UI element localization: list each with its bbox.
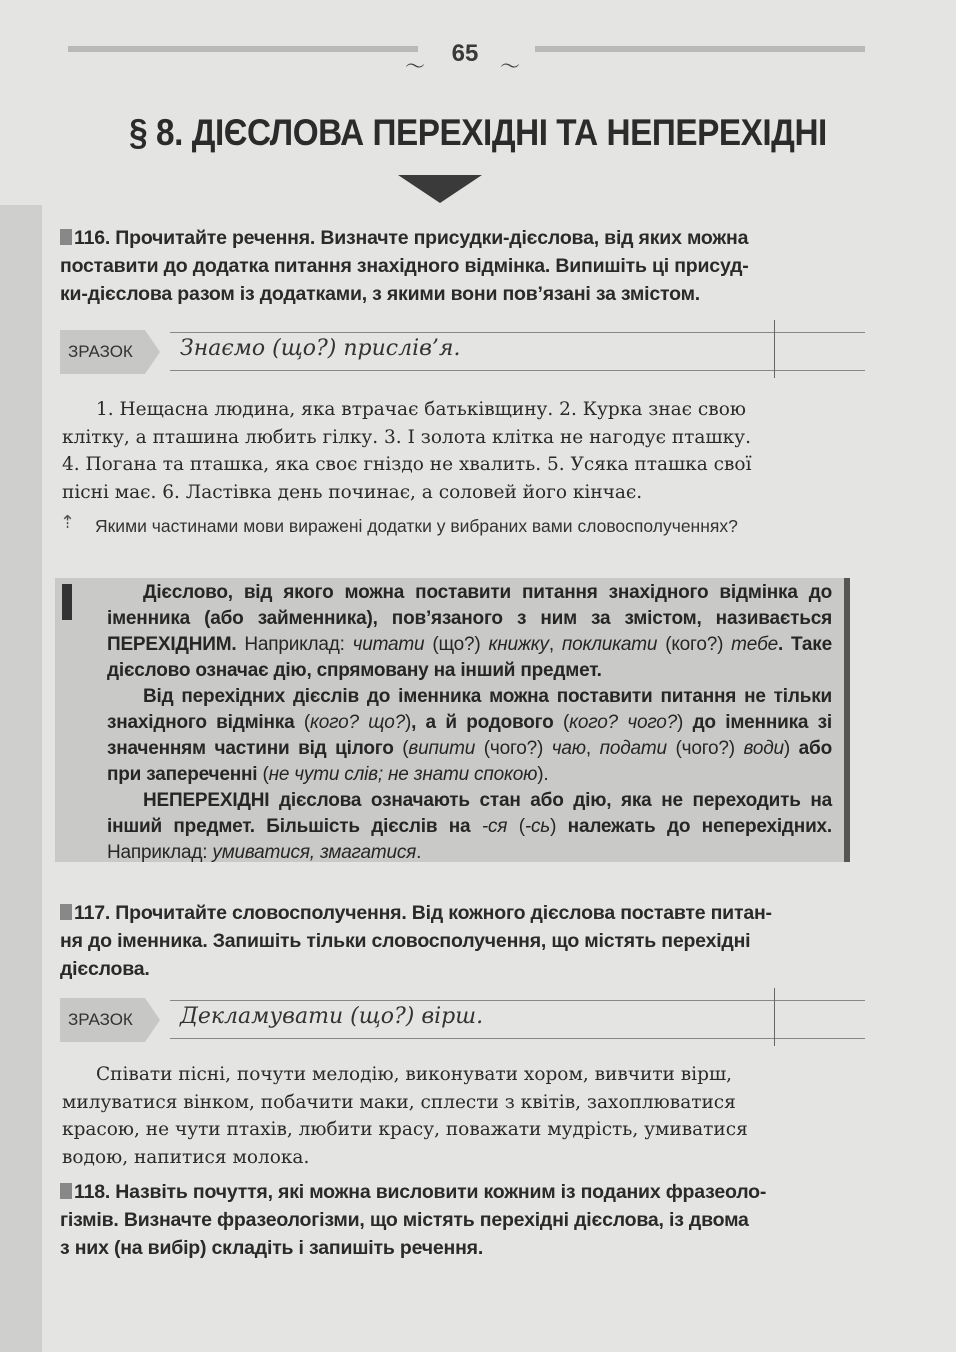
plain-text: ) <box>783 738 799 759</box>
question-icon: ⇡ <box>60 512 76 532</box>
italic-example: тебе <box>731 634 778 655</box>
plain-text: (кого?) <box>657 634 732 655</box>
italic-example: кого? що? <box>310 712 405 733</box>
sample-handwriting: Знаємо (що?) прислів’я. <box>180 336 461 361</box>
text-line: красою, не чути птахів, любити красу, поважати мудрість, умиватися <box>62 1119 748 1140</box>
ornament-right-icon: 〜 <box>500 56 520 78</box>
text-line: поставити до додатка питання знахідного відмінка. Випишіть ці присуд- <box>60 255 749 277</box>
ornament-left-icon: 〜 <box>405 56 425 78</box>
italic-example: читати <box>352 634 425 655</box>
italic-example: кого? чого? <box>569 712 678 733</box>
bold-text: або при запереченні <box>107 738 832 785</box>
text-line: милуватися вінком, побачити маки, сплести з квітів, захоплюватися <box>62 1091 736 1113</box>
ruled-line <box>170 332 865 333</box>
text-line: 118. Назвіть почуття, які можна висловити кожним із поданих фразеоло- <box>74 1181 767 1203</box>
text-line: водою, напитися молока. <box>62 1146 310 1168</box>
italic-example: книжку <box>488 634 549 655</box>
page-margin-strip <box>0 205 42 1352</box>
plain-text: (що?) <box>424 634 489 655</box>
plain-text: ) <box>404 712 412 733</box>
plain-text: , <box>585 738 600 759</box>
sample-handwriting: Декламувати (що?) вірш. <box>180 1004 484 1029</box>
title-triangle-icon <box>398 175 482 203</box>
bold-text: Від перехідних дієслів до іменника можна поставити питання не тільки знахідного відмінка <box>107 686 832 733</box>
exercise-116-sentences <box>62 396 862 506</box>
bold-text: Дієслово, від якого можна поставити питання знахідного відмінка до іменника (або займенника), пов’язаного з ним за змістом, називається ПЕРЕХІДНИМ. <box>107 582 832 655</box>
exercise-117-sample <box>60 998 865 1042</box>
bold-text: до іменника зі значенням частини від цілого <box>107 712 832 759</box>
rule-paragraph <box>107 684 832 788</box>
plain-text: ( <box>507 816 525 837</box>
text-line: Співати пісні, почути мелодію, виконувати хором, вивчити вірш, <box>96 1064 733 1085</box>
plain-text: Наприклад: <box>107 842 213 863</box>
plain-text: ). <box>537 764 549 785</box>
exercise-116-question: Якими частинами мови виражені додатки у вибраних вами словосполученнях? <box>95 516 738 536</box>
header-rule-right <box>535 46 865 52</box>
margin-line <box>774 320 775 378</box>
italic-example: води <box>743 738 784 759</box>
plain-text: ) <box>550 816 568 837</box>
ruled-line <box>170 370 865 371</box>
plain-text: ( <box>562 712 570 733</box>
exercise-118-instructions <box>60 1178 860 1262</box>
italic-example: не чути слів; не знати спокою <box>268 764 538 785</box>
header-rule-left <box>68 46 418 52</box>
text-line: ки-дієслова разом із додатками, з якими вони пов’язані за змістом. <box>60 283 701 305</box>
sample-label: ЗРАЗОК <box>68 342 133 361</box>
plain-text: , <box>548 634 562 655</box>
bold-text: . Таке дієслово означає дію, спрямовану на інший предмет. <box>107 634 832 681</box>
rule-marker-icon <box>62 584 72 620</box>
section-title: § 8. ДІЄСЛОВА ПЕРЕХІДНІ ТА НЕПЕРЕХІДНІ <box>129 112 827 153</box>
page-number: 65 <box>451 40 479 67</box>
plain-text: ( <box>402 738 409 759</box>
plain-text: (чого?) <box>666 738 744 759</box>
italic-example: подати <box>599 738 667 759</box>
exercise-marker-icon <box>60 229 72 245</box>
text-line: гізмів. Визначте фразеологізми, що містять перехідні дієслова, із двома <box>60 1209 749 1231</box>
ruled-line <box>170 1000 865 1001</box>
text-line: ня до іменника. Запишіть тільки словосполучення, що містять перехідні <box>60 930 751 952</box>
plain-text: ) <box>677 712 684 733</box>
italic-example: покликати <box>561 634 658 655</box>
text-line: 4. Погана та пташка, яка своє гніздо не хвалить. 5. Усяка пташка свої <box>62 454 752 475</box>
italic-example: умиватися, змагатися <box>212 842 417 863</box>
text-line: 116. Прочитайте речення. Визначте присудки-дієслова, від яких можна <box>74 227 749 249</box>
text-line: пісні має. 6. Ластівка день починає, а соловей його кінчає. <box>62 481 643 503</box>
italic-example: -сь <box>524 816 551 837</box>
exercise-marker-icon <box>60 1183 72 1199</box>
text-line: з них (на вибір) складіть і запишіть речення. <box>60 1237 484 1259</box>
exercise-marker-icon <box>60 904 72 920</box>
bold-text: належать до неперехідних. <box>567 816 832 837</box>
plain-text: . <box>416 842 422 863</box>
plain-text: ( <box>262 764 269 785</box>
exercise-117-phrases <box>62 1061 862 1171</box>
bold-text: НЕПЕРЕХІДНІ дієслова означають стан або дію, яка не переходить на інший предмет. Більшість дієслів на <box>107 790 832 837</box>
rule-paragraph <box>107 788 832 866</box>
italic-example: випити <box>408 738 476 759</box>
text-line: дієслова. <box>60 958 150 980</box>
plain-text: (чого?) <box>475 738 552 759</box>
plain-text: ( <box>303 712 310 733</box>
italic-example: чаю <box>551 738 586 759</box>
rule-box <box>55 578 850 862</box>
sample-label: ЗРАЗОК <box>68 1010 133 1029</box>
ruled-line <box>170 1038 865 1039</box>
margin-line <box>774 988 775 1046</box>
exercise-116-sample <box>60 330 865 374</box>
rule-paragraph <box>107 578 832 684</box>
exercise-117-instructions <box>60 899 860 983</box>
text-line: 117. Прочитайте словосполучення. Від кожного дієслова поставте питан- <box>74 902 772 924</box>
text-line: клітку, а пташина любить гілку. 3. І золота клітка не нагодує пташку. <box>62 426 751 448</box>
text-line: 1. Нещасна людина, яка втрачає батьківщину. 2. Курка знає свою <box>96 399 746 420</box>
exercise-116-instructions <box>60 224 860 308</box>
plain-text: Наприклад: <box>244 634 353 655</box>
bold-text: , а й родового <box>411 712 563 733</box>
italic-example: -ся <box>481 816 508 837</box>
